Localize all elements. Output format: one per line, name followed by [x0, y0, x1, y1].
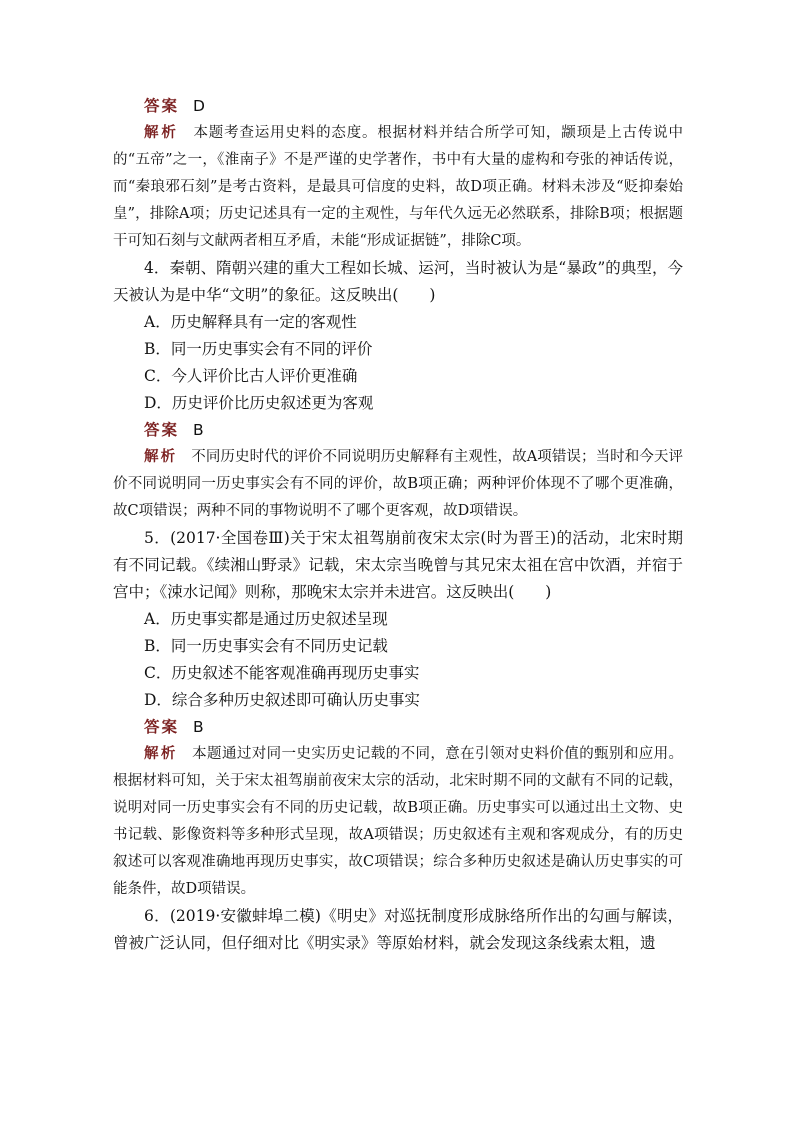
q4-option-a: A．历史解释具有一定的客观性	[144, 313, 357, 331]
answer-label: 答案	[144, 421, 180, 439]
q4-option-d: D．历史评价比历史叙述更为客观	[144, 394, 374, 412]
q4-analysis-text: 不同历史时代的评价不同说明历史解释有主观性，故A项错误；当时和今天评价不同说明同一历史事实会有不同的评价，故B项正确；两种评价体现不了哪个更准确，故C项错误；两种不同的事物说明不了哪个更客观，故D项错误。	[113, 449, 684, 519]
q5-option-d: D．综合多种历史叙述即可确认历史事实	[144, 691, 420, 709]
q5-stem: 5．(2017·全国卷Ⅲ)关于宋太祖驾崩前夜宋太宗(时为晋王)的活动，北宋时期有不同记载。《续湘山野录》记载，宋太宗当晚曾与其兄宋太祖在宫中饮酒，并宿于宫中；《涑水记闻》则称，那晚宋太宗并未进宫。这反映出( )	[113, 529, 683, 601]
q5-analysis	[113, 741, 683, 903]
document-body	[113, 93, 683, 957]
q4-stem: 4．秦朝、隋朝兴建的重大工程如长城、运河，当时被认为是“暴政”的典型，今天被认为是中华“文明”的象征。这反映出( )	[113, 259, 683, 304]
q4-option-c: C．今人评价比古人评价更准确	[144, 367, 358, 385]
q4-answer-line	[113, 417, 683, 444]
q4-option-b: B．同一历史事实会有不同的评价	[144, 340, 373, 358]
analysis-label: 解析	[144, 125, 179, 141]
q4-analysis	[113, 444, 683, 525]
q6-stem: 6．(2019·安徽蚌埠二模)《明史》对巡抚制度形成脉络所作出的勾画与解读，曾被广泛认同，但仔细对比《明实录》等原始材料，就会发现这条线索太粗，遗	[113, 907, 683, 952]
answer-label: 答案	[144, 97, 180, 115]
q3-analysis-text: 本题考查运用史料的态度。根据材料并结合所学可知，颛顼是上古传说中的“五帝”之一，《淮南子》不是严谨的史学著作，书中有大量的虚构和夸张的神话传说，而“秦琅邪石刻”是考古资料，是最具可信度的史料，故D项正确。材料未涉及“贬抑秦始皇”，排除A项；历史记述具有一定的主观性，与年代久远无必然联系，排除B项；根据题干可知石刻与文献两者相互矛盾，未能“形成证据链”，排除C项。	[113, 125, 684, 249]
q5-option-b: B．同一历史事实会有不同历史记载	[144, 637, 388, 655]
q4-answer-value: B	[193, 421, 204, 439]
q3-answer-line	[113, 93, 683, 120]
answer-label: 答案	[144, 718, 180, 736]
q5-option-a: A．历史事实都是通过历史叙述呈现	[144, 610, 388, 628]
analysis-label: 解析	[144, 449, 178, 465]
q3-analysis	[113, 120, 683, 255]
q5-option-c: C．历史叙述不能客观准确再现历史事实	[144, 664, 420, 682]
q5-answer-line	[113, 714, 683, 741]
q5-answer-value: B	[193, 718, 204, 736]
q3-answer-value: D	[193, 97, 205, 115]
analysis-label: 解析	[144, 746, 178, 762]
q5-analysis-text: 本题通过对同一史实历史记载的不同，意在引领对史料价值的甄别和应用。根据材料可知，关于宋太祖驾崩前夜宋太宗的活动，北宋时期不同的文献有不同的记载，说明对同一历史事实会有不同的历史记载，故B项正确。历史事实可以通过出土文物、史书记载、影像资料等多种形式呈现，故A项错误；历史叙述有主观和客观成分，有的历史叙述可以客观准确地再现历史事实，故C项错误；综合多种历史叙述是确认历史事实的可能条件，故D项错误。	[113, 746, 684, 897]
